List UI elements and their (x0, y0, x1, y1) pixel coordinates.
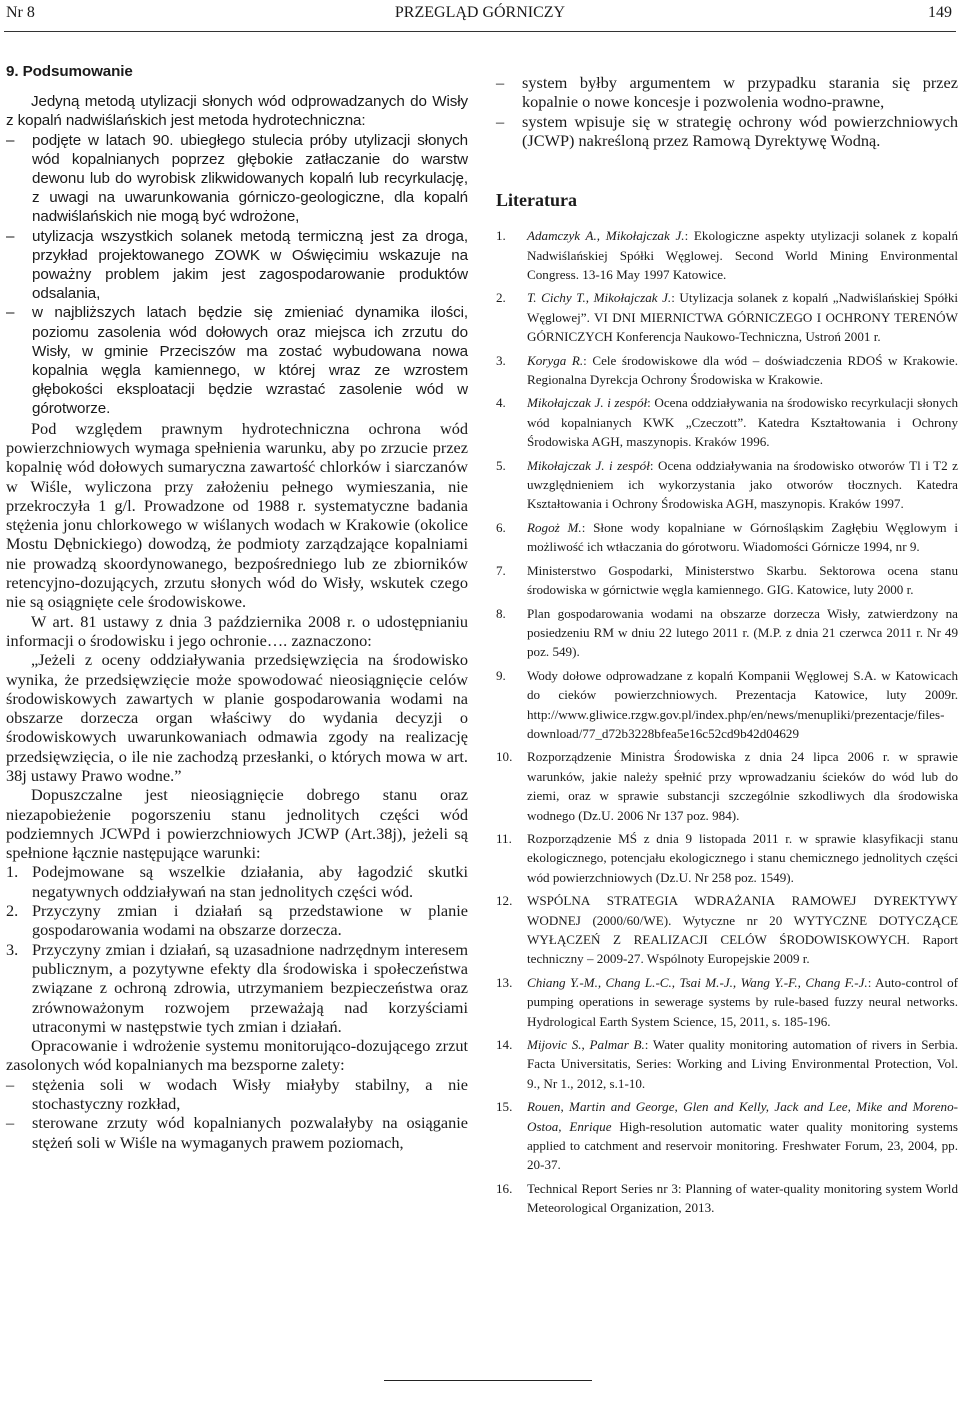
reference-list (496, 226, 958, 1218)
header-rule (4, 31, 956, 32)
reference-item: 5. Mikołajczak J. i zespół: Ocena oddziaływania na środowisko otworów Tl i T2 z uwzględnieniem ich wykorzystania jako otworów tłocznych. Katedra Kształtowania i Ochrony Środowiska AGH, maszynopis. Kraków 1997. (496, 457, 958, 512)
summary-dash-1: – podjęte w latach 90. ubiegłego stulecia próby utylizacji słonych wód kopalnianych poprzez głębokie zatłaczanie do warstw dewonu lub do wyrobisk zlikwidowanych kopalń lub recyrkulację, z uwagi na uwarunkowania górniczo-geologiczne, dla kopalń nadwiślańskich nie mogą być wdrożone, (6, 131, 468, 227)
page-header (0, 0, 960, 26)
law-quote: „Jeżeli z oceny oddziaływania przedsięwzięcia na środowisko wynika, że przedsięwzięcie może spowodować nieosiągnięcie celów środowiskowych zawartych w planie gospodarowania wodami na obszarze dorzecza organ właściwy do wydania decyzji o środowiskowych uwarunkowaniach odmawia zgody na realizację przedsięwzięcia, o ile nie zachodzą przesłanki, o których mowa w art. 38j ustawy Prawo wodne.” (6, 650, 468, 785)
right-column (496, 73, 958, 1222)
reference-item: 8. Plan gospodarowania wodami na obszarze dorzecza Wisły, zatwierdzony na posiedzeniu RM w dniu 22 lutego 2011 r. (M.P. z dnia 21 czerwca 2011 r. Nr 49 poz. 549). (496, 605, 958, 660)
reference-authors: Rogoż M. (527, 519, 582, 535)
issue-number: Nr 8 (6, 4, 35, 21)
reference-item: 6. Rogoż M.: Słone wody kopalniane w Górnośląskim Zagłębiu Węglowym i możliwość ich wtłaczania do górotworu. Wiadomości Górnicze 1994, nr 9. (496, 519, 958, 555)
reference-authors: Chiang Y.-M., Chang L.-C., Tsai M.-J., Wang Y.-F., Chang F.-J. (527, 974, 868, 990)
condition-item-1: 1. Podejmowane są wszelkie działania, aby łagodzić skutki negatywnych oddziaływań na stan jednolitych części wód. (6, 862, 468, 901)
advantage-dash-1: – stężenia soli w wodach Wisły miałyby stabilny, a nie stochastyczny rozkład, (6, 1075, 468, 1114)
reference-item: 13. Chiang Y.-M., Chang L.-C., Tsai M.-J., Wang Y.-F., Chang F.-J.: Auto-control of pumping operations in sewerage systems by rule-based fuzzy neural networks. Hydrological Earth System Science, 15, 2011, s. 185-196. (496, 974, 958, 1029)
reference-item: 15. Rouen, Martin and George, Glen and Kelly, Jack and Lee, Mike and Moreno-Ostoa, Enrique High-resolution automatic water quality monitoring systems applied to catchment and reservoir monitoring. Freshwater Forum, 23, 2004, pp. 20-37. (496, 1099, 958, 1173)
legal-paragraph: Pod względem prawnym hydrotechniczna ochrona wód powierzchniowych wymaga spełnienia warunku, aby po zrzucie przez kopalnię wód dołowych sumaryczna zawartość chlorków i siarczanów w Wiśle, wyliczona przy założeniu pełnego wymieszania, nie przekroczyła 1 g/l. Prowadzone od 1988 r. systematyczne badania stężenia jonu chlorkowego w wiślanych wodach w Krakowie (okolice Mostu Dębnickiego) dowodzą, że podmioty zarządzające kopalniami nie prowadzą skoordynowanego, bezpośredniego lub ze zbiorników retencyjno-dozujących, zrzutu słonych wód do Wisły, wskutek czego nie są osiągnięte cele środowiskowe. (6, 418, 468, 612)
summary-paragraph-1: Jedyną metodą utylizacji słonych wód odprowadzanych do Wisły z kopalń nadwiślańskich jest metoda hydrotechniczna: (6, 93, 468, 130)
reference-authors: Mijovic S., Palmar B. (527, 1037, 645, 1053)
advantage-dash-2: – sterowane zrzuty wód kopalnianych pozwalałyby na osiąganie stężeń soli w Wiśle na wymaganych prawem poziomach, (6, 1113, 468, 1152)
condition-item-3: 3. Przyczyny zmian i działań, są uzasadnione nadrzędnym interesem publicznym, a pozytywne efekty dla środowiska i społeczeństwa związane z ochroną zdrowia, utrzymaniem bezpieczeństwa oraz zrównoważonym rozwojem przeważają nad korzyściami utraconymi w następstwie tych zmian i działań. (6, 939, 468, 1036)
summary-dash-3: – w najbliższych latach będzie się zmieniać dynamika ilości, poziomu zasolenia wód dołowych oraz miejsca ich zrzutu do Wisły, w gminie Przeciszów ma zostać wybudowana nowa kopalnia węgla kamiennego, w której wraz ze wzrostem głębokości eksploatacji będzie wzrastać zasolenie wód w górotworze. (6, 303, 468, 418)
section-title: 9. Podsumowanie (6, 63, 133, 80)
reference-item: 12. WSPÓLNA STRATEGIA WDRAŻANIA RAMOWEJ DYREKTYWY WODNEJ (2000/60/WE). Wytyczne nr 20 WYTYCZNE DOTYCZĄCE WYŁĄCZEŃ Z REALIZACJI CELÓW ŚRODOWISKOWYCH. Raport techniczny – 2009-27. Wspólnoty Europejskie 2009 r. (496, 893, 958, 967)
reference-item: 10. Rozporządzenie Ministra Środowiska z dnia 24 lipca 2006 r. w sprawie warunków, jakie należy spełnić przy wprowadzaniu ścieków do wód lub do ziemi, oraz w sprawie substancji szczególnie szkodliwych dla środowiska wodnego (Dz.U. 2006 Nr 137 poz. 984). (496, 749, 958, 823)
literature-heading: Literatura (496, 190, 577, 211)
reference-item: 11. Rozporządzenie MŚ z dnia 9 listopada 2011 r. w sprawie klasyfikacji stanu ekologicznego, potencjału ekologicznego i stanu chemicznego jednolitych części wód powierzchniowych (Dz.U. Nr 258 poz. 1549). (496, 830, 958, 885)
reference-authors: Koryga R. (527, 352, 584, 368)
reference-item: 4. Mikołajczak J. i zespół: Ocena oddziaływania na środowisko recyrkulacji słonych wód kopalnianych KWK „Czeczott”. Katedra Kształtowania i Ochrony Środowiska AGH, maszynopis. Kraków 1996. (496, 395, 958, 450)
summary-dash-2: – utylizacja wszystkich solanek metodą termiczną jest za droga, przykład projektowanego ZOWK w Oświęcimiu wskazuje na poważny problem jakim jest zagospodarowanie produktów odsalania, (6, 227, 468, 304)
reference-item: 7. Ministerstwo Gospodarki, Ministerstwo Skarbu. Sektorowa ocena stanu środowiska w górnictwie węgla kamiennego. GIG. Katowice, luty 2000 r. (496, 562, 958, 598)
advantage-dash-3: – system byłby argumentem w przypadku starania się przez kopalnie o nowe koncesje i pozwolenia wodno-prawne, (496, 73, 958, 112)
journal-title: PRZEGLĄD GÓRNICZY (394, 4, 566, 21)
article-81-paragraph: W art. 81 ustawy z dnia 3 października 2008 r. o udostępnianiu informacji o środowisku i jego ochronie…. zaznaczono: (6, 611, 468, 650)
advantage-dash-4: – system wpisuje się w strategię ochrony wód powierzchniowych (JCWP) nakreśloną przez Ramową Dyrektywę Wodną. (496, 112, 958, 151)
reference-authors: Mikołajczak J. i zespół (527, 457, 650, 473)
page-number: 149 (928, 4, 952, 21)
reference-item: 9. Wody dołowe odprowadzane z kopalń Kompanii Węglowej S.A. w Katowicach do cieków powierzchniowych. Prezentacja Katowice, luty 2009r. http://www.gliwice.rzgw.gov.pl/index.php/en/news/menupliki/prezentacje/files-download/77_d72b3228bfea5e16c52cd9b42d04629 (496, 667, 958, 741)
reference-item: 3. Koryga R.: Cele środowiskowe dla wód – doświadczenia RDOŚ w Krakowie. Regionalna Dyrekcja Ochrony Środowiska w Krakowie. (496, 352, 958, 388)
footer-rule (384, 1380, 592, 1381)
reference-authors: Adamczyk A., Mikołajczak J. (527, 228, 685, 244)
reference-authors: Rouen, Martin and George, Glen and Kelly, Jack and Lee, Mike and Moreno-Ostoa, Enrique (527, 1099, 958, 1134)
reference-item: 16. Technical Report Series nr 3: Planning of water-quality monitoring system World Meteorological Organization, 2013. (496, 1180, 958, 1216)
reference-authors: Mikołajczak J. i zespół (527, 395, 648, 411)
reference-item: 2. T. Cichy T., Mikołajczak J.: Utylizacja solanek z kopalń „Nadwiślańskiej Spółki Węglowej”. VI DNI MIERNICTWA GÓRNICZEGO I OCHRONY TERENÓW GÓRNICZYCH Konferencja Naukowo-Techniczna, Ustroń 2001 r. (496, 290, 958, 345)
reference-item: 14. Mijovic S., Palmar B.: Water quality monitoring automation of rivers in Serbia. Facta Universitatis, Series: Working and Living Environmental Protection, Vol. 9., Nr 1., 2012, s.1-10. (496, 1037, 958, 1091)
conditions-intro: Dopuszczalne jest nieosiągnięcie dobrego stanu oraz niezapobieżenie pogorszeniu stanu jednolitych części wód podziemnych JCWPd i powierzchniowych JCWP (Art.38j), jeżeli są spełnione łącznie następujące warunki: (6, 785, 468, 863)
reference-item: 1. Adamczyk A., Mikołajczak J.: Ekologiczne aspekty utylizacji solanek z kopalń Nadwiślańskiej Spółki Węglowej. Second World Mining Environmental Congress. 13-16 May 1997 Katowice. (496, 228, 958, 282)
condition-item-2: 2. Przyczyny zmian i działań są przedstawione w planie gospodarowania wodami na obszarze dorzecza. (6, 901, 468, 940)
monitoring-intro: Opracowanie i wdrożenie systemu monitorująco-dozującego zrzut zasolonych wód kopalnianych ma bezsporne zalety: (6, 1036, 468, 1075)
left-column (6, 62, 468, 1152)
reference-authors: T. Cichy T., Mikołajczak J. (527, 290, 672, 306)
